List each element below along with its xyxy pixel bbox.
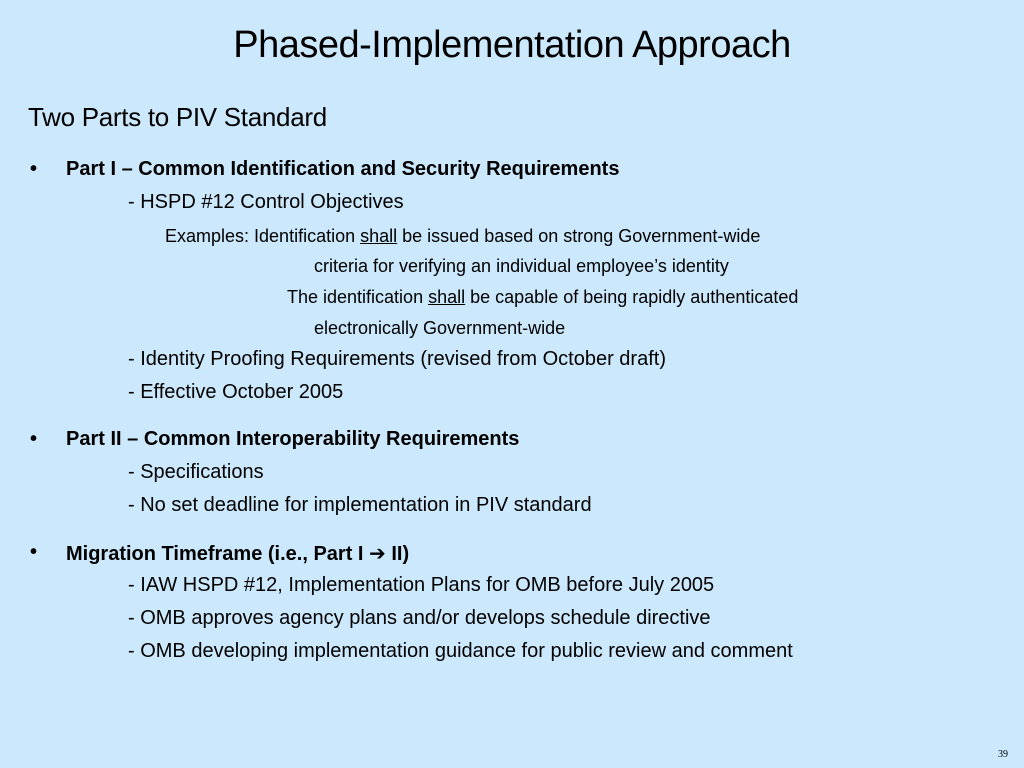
part1-item-1: - HSPD #12 Control Objectives	[128, 191, 404, 213]
part2-item-1: - Specifications	[128, 461, 264, 483]
part1-item-2: - Identity Proofing Requirements (revised from October draft)	[128, 348, 666, 370]
bullet-part2: •	[30, 428, 38, 450]
slide-subtitle: Two Parts to PIV Standard	[28, 102, 327, 132]
example-1-shall: shall	[360, 226, 398, 246]
migration-item-2: - OMB approves agency plans and/or develops schedule directive	[128, 607, 711, 629]
example-1-lead: Examples: Identification	[165, 226, 361, 246]
example-1-continuation: criteria for verifying an individual employee’s identity	[314, 256, 729, 276]
bullet-part1: •	[30, 158, 38, 180]
migration-heading	[66, 541, 409, 566]
part2-heading: Part II – Common Interoperability Requirements	[66, 428, 520, 450]
migration-item-1: - IAW HSPD #12, Implementation Plans for OMB before July 2005	[128, 574, 715, 596]
example-2-lead: The identification	[287, 287, 429, 307]
page-number: 39	[998, 749, 1008, 760]
example-2	[287, 287, 798, 308]
example-2-shall: shall	[428, 287, 466, 307]
slide-title: Phased-Implementation Approach	[233, 24, 791, 66]
migration-heading-prefix: Migration Timeframe (i.e., Part I	[66, 543, 370, 565]
migration-heading-suffix: II)	[385, 543, 410, 565]
example-2-continuation: electronically Government-wide	[314, 318, 566, 338]
example-1	[165, 226, 760, 247]
example-1-rest: be issued based on strong Government-wide	[397, 226, 761, 246]
part1-item-3: - Effective October 2005	[128, 381, 344, 403]
right-arrow-icon: ➔	[369, 543, 386, 565]
example-2-rest: be capable of being rapidly authenticated	[465, 287, 799, 307]
migration-item-3: - OMB developing implementation guidance for public review and comment	[128, 640, 793, 662]
bullet-migration: •	[30, 541, 38, 563]
part1-heading: Part I – Common Identification and Security Requirements	[66, 158, 620, 180]
part2-item-2: - No set deadline for implementation in PIV standard	[128, 494, 592, 516]
